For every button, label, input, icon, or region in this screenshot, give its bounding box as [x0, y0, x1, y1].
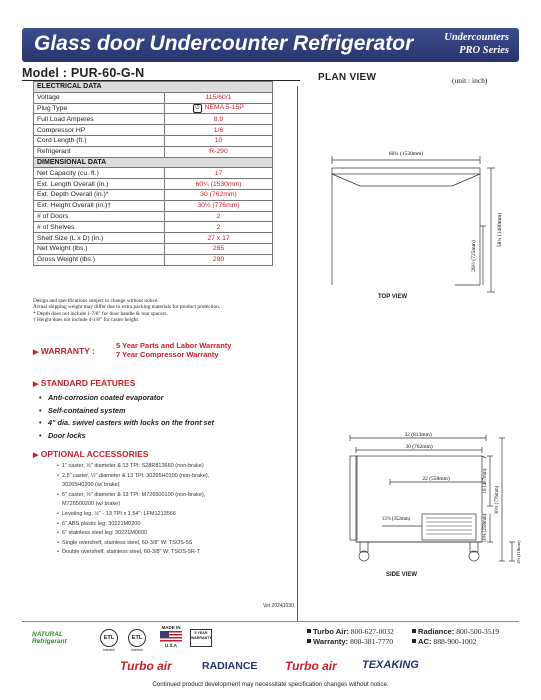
spec-value-text: NEMA 5-15P: [204, 103, 244, 111]
brand-logos: [120, 658, 450, 676]
spec-label: Compressor HP: [34, 125, 165, 136]
turbo-air-logo: Turbo air: [120, 659, 172, 673]
red-arrow-icon: ▶: [33, 381, 39, 388]
spec-value: [165, 92, 273, 103]
spec-value-text: 10: [214, 137, 223, 145]
accessory-item: • 5" caster, ½" diameter & 13 TPI: M726500100 (non-brake),: [62, 491, 277, 501]
spec-row: [34, 114, 273, 125]
spec-value-text: 265: [212, 245, 225, 253]
contact-turbo-air: [307, 627, 394, 637]
series-line: PRO Series: [459, 45, 509, 56]
spec-value: [165, 233, 273, 244]
spec-row: [34, 179, 273, 190]
accessory-item: • Single overshelf, stainless steel, 60-3/8" W: TSOS-5S: [62, 539, 277, 549]
spec-row: [34, 125, 273, 136]
made-in-text: MADE IN: [161, 625, 181, 630]
red-arrow-icon: ▶: [33, 349, 39, 356]
etl-listed-logo: [128, 629, 146, 652]
spec-value: [165, 211, 273, 222]
spec-value: [165, 189, 273, 200]
usa-text: U.S.A: [164, 643, 177, 648]
spec-value: [165, 200, 273, 211]
contact-phone: 800-381-7770: [350, 636, 394, 646]
spec-row: [34, 200, 273, 211]
square-bullet-icon: [307, 629, 311, 633]
contact-label: Turbo Air:: [313, 627, 349, 636]
spec-row: [34, 222, 273, 233]
contact-phone: 800-500-3519: [456, 627, 500, 636]
warranty-line: 5 Year Parts and Labor Warranty: [116, 341, 232, 350]
accessory-item: • Double overshelf, stainless steel, 60-3/8" W: TSOS-5R-T: [62, 548, 277, 558]
unit-note: (unit : inch): [452, 76, 488, 85]
contact-phone: 888-900-1002: [433, 636, 477, 646]
spec-row: [34, 211, 273, 222]
shelf-height-dim: 16 (407mm): [483, 468, 488, 494]
page-title: Glass door Undercounter Refrigerator: [34, 32, 414, 55]
width-dimension: 60¼ (1530mm): [388, 151, 424, 157]
spec-value-text: 17: [214, 169, 223, 177]
spec-label: Cord Length (ft.): [34, 135, 165, 146]
intertek-caption: Intertek: [103, 648, 115, 652]
contact-column-2: [412, 627, 499, 646]
made-in-usa-logo: [160, 625, 182, 648]
spec-value: [165, 146, 273, 157]
feature-item: • 4" dia. swivel casters with locks on the front set: [48, 417, 214, 430]
spec-value-text: 60¼ (1530mm): [195, 180, 242, 188]
spec-section-header: [34, 157, 273, 168]
spec-value-text: 30 (762mm): [200, 191, 237, 199]
warranty-heading: [33, 346, 95, 356]
standard-features-title: STANDARD FEATURES: [40, 378, 136, 388]
inner-dimension: 28½ (725mm): [471, 240, 477, 272]
warranty-line: 7 Year Compressor Warranty: [116, 350, 219, 359]
spec-label: Net Weight (lbs.): [34, 243, 165, 254]
square-bullet-icon: [412, 639, 416, 643]
note-line: Actual shipping weight may differ due to extra packing materials for product protection.: [33, 304, 221, 311]
spec-value-text: 2: [216, 223, 221, 231]
spec-value: [165, 254, 273, 265]
contact-label: Warranty:: [313, 636, 349, 646]
warranty-title: WARRANTY :: [40, 346, 95, 356]
natural-text: NATURAL: [32, 631, 63, 638]
spec-row: [34, 135, 273, 146]
warranty-badge-box: [190, 629, 212, 647]
spec-value-text: 290: [212, 256, 225, 264]
contact-warranty: [307, 637, 394, 647]
lower-depth-dim: 13⅞ (352mm): [381, 517, 411, 522]
square-bullet-icon: [412, 629, 416, 633]
accessory-item: • 6" ABS plastic leg: 30221M0200: [62, 520, 277, 530]
lower-height-dim: 10⅛ (258mm): [483, 513, 488, 543]
category-line: Undercounters: [444, 32, 509, 43]
spec-label: Net Capacity (cu. ft.): [34, 168, 165, 179]
overall-depth-dim: 32 (813mm): [404, 432, 432, 438]
radiance-logo: RADIANCE: [202, 660, 258, 672]
spec-row: [34, 146, 273, 157]
spec-table: [33, 81, 273, 266]
feature-item: • Door locks: [48, 430, 214, 443]
note-line: Design and specifications subject to change without notice.: [33, 298, 159, 304]
spec-label: Ext. Length Overall (in.): [34, 179, 165, 190]
spec-value-text: 8.9: [213, 115, 224, 123]
feature-item: • Anti-corrosion coated evaporator: [48, 392, 214, 405]
depth-dimension: 58¼ (1480mm): [497, 212, 503, 248]
spec-value: [165, 222, 273, 233]
spec-label: Full Load Amperes: [34, 114, 165, 125]
series-label: [444, 31, 509, 57]
us-flag-icon: [160, 631, 182, 643]
etl-sanitation-logo: [100, 629, 118, 652]
certification-logos: [30, 625, 300, 655]
spec-section-header: [34, 82, 273, 93]
top-view-label: TOP VIEW: [378, 294, 408, 300]
accessories-list: [62, 462, 277, 558]
caster-height-dim: 4½ (110mm): [516, 540, 521, 564]
etl-mark-icon: ETL: [100, 629, 118, 647]
top-view-drawing: [315, 140, 525, 315]
side-view-drawing: [330, 430, 530, 580]
spec-row: [34, 243, 273, 254]
spec-row: [34, 168, 273, 179]
spec-row: [34, 254, 273, 265]
accessory-item: 30265H0200 (w/ brake): [62, 482, 120, 489]
spec-value-text: R-290: [209, 148, 228, 156]
plan-view-title: PLAN VIEW: [318, 72, 377, 83]
standard-features-heading: [33, 378, 135, 388]
spec-row: [34, 103, 273, 114]
spec-label: Shelf Size (L x D) (in.): [34, 233, 165, 244]
overall-height-dim: 30½ (776mm): [495, 485, 500, 515]
contact-label: AC:: [418, 636, 432, 646]
spec-value: [165, 179, 273, 190]
accessory-item: M726500200 (w/ brake): [62, 501, 121, 508]
spec-label: Voltage: [34, 92, 165, 103]
spec-value-text: 1/6: [213, 126, 224, 134]
spec-value: [165, 243, 273, 254]
spec-label: Gross Weight (lbs.): [34, 254, 165, 265]
spec-value: [165, 135, 273, 146]
spec-label: Plug Type: [34, 103, 165, 114]
spec-value-text: 2: [216, 212, 221, 220]
accessory-item: • 2.5" caster, ½" diameter & 13 TPI: 30265H0100 (non-brake),: [62, 472, 277, 482]
red-arrow-icon: ▶: [33, 452, 39, 459]
optional-accessories-title: OPTIONAL ACCESSORIES: [40, 449, 149, 459]
contact-column-1: [307, 627, 394, 646]
shelf-depth-dim: 22 (558mm): [422, 476, 450, 482]
contact-label: Radiance:: [418, 627, 455, 636]
warranty-badge: [190, 629, 212, 647]
spec-value-text: 115/60/1: [205, 94, 232, 102]
spec-value: [165, 125, 273, 136]
spec-value: [165, 103, 273, 114]
accessory-item: • 1" caster, ½" diameter & 13 TPI: S28R813660 (non-brake): [62, 462, 277, 472]
spec-value: [165, 114, 273, 125]
title-banner: [22, 28, 519, 62]
standard-features-list: [48, 392, 214, 443]
etl-mark-icon: ETL: [128, 629, 146, 647]
footer-divider: [22, 621, 519, 622]
section-title: DIMENSIONAL DATA: [34, 157, 273, 168]
square-bullet-icon: [307, 639, 311, 643]
turbo-air-logo: Turbo air: [285, 659, 337, 673]
optional-accessories-heading: [33, 449, 148, 459]
note-line: * Depth does not include 1-7/8" for door handle & rear spacers.: [33, 310, 168, 317]
contact-radiance: [412, 627, 499, 637]
feature-item: • Self-contained system: [48, 405, 214, 418]
side-view-label: SIDE VIEW: [386, 572, 418, 578]
spec-label: # of Doors: [34, 211, 165, 222]
column-divider: [297, 86, 298, 621]
spec-row: [34, 92, 273, 103]
footer-disclaimer: Continued product development may necessitate specification changes without notice.: [152, 681, 389, 688]
spec-row: [34, 189, 273, 200]
accessory-item: • 6" stainless steel leg: 30221M0600: [62, 529, 277, 539]
refrigerant-text: Refrigerant: [32, 638, 67, 645]
section-title: ELECTRICAL DATA: [34, 82, 273, 93]
contact-ac: [412, 637, 499, 647]
accessory-item: • Leveling leg, ½" - 13 TPI x 1.54": LFM1213566: [62, 510, 277, 520]
spec-label: # of Shelves: [34, 222, 165, 233]
note-line: † Height does not include 4-1/8" for caster height.: [33, 316, 140, 323]
natural-refrigerant-logo: [32, 631, 67, 645]
version-label: Ver.20241030: [263, 603, 294, 609]
spec-row: [34, 233, 273, 244]
spec-value: [165, 168, 273, 179]
spec-label: Ext. Height Overall (in.)†: [34, 200, 165, 211]
badge-label: WARRANTY: [191, 636, 212, 640]
spec-value-text: 27 x 17: [207, 234, 230, 242]
nema-plug-icon: ⏻: [195, 104, 200, 111]
spec-value-text: 30½ (776mm): [197, 202, 240, 210]
model-number: Model : PUR-60-G-N: [22, 66, 145, 80]
texaking-logo: TEXAKING: [362, 659, 419, 671]
contact-phone: 800-627-0032: [350, 627, 394, 636]
warranty-terms: [116, 341, 231, 359]
spec-label: Ext. Depth Overall (in.)*: [34, 189, 165, 200]
spec-label: Refrigerant: [34, 146, 165, 157]
intertek-caption: Intertek: [131, 648, 143, 652]
spec-notes: [33, 298, 220, 323]
badge-years: 5 YEAR: [194, 631, 208, 635]
cabinet-depth-dim: 30 (762mm): [405, 444, 433, 450]
